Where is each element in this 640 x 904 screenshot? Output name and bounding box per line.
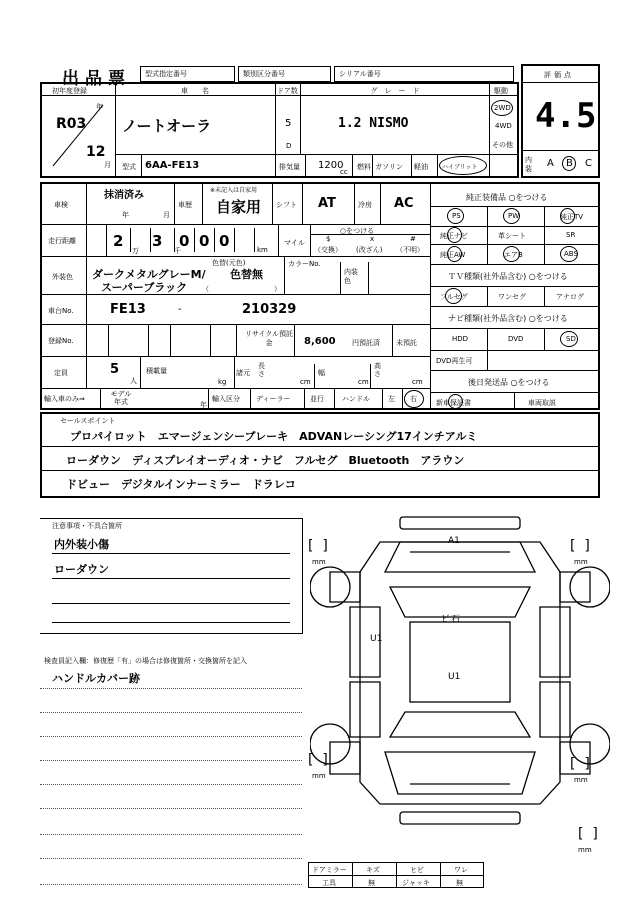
aw-circle (447, 246, 462, 262)
score-value: 4.5 (535, 96, 597, 136)
ps-circle (447, 208, 464, 224)
shift-value: AT (318, 196, 336, 211)
chassis-number: 210329 (242, 302, 297, 317)
exterior-color-1: ダークメタルグレーM/ (92, 268, 206, 281)
tv-circle (560, 208, 575, 224)
serial-box: シリアル番号 (334, 66, 514, 82)
pw-circle (503, 208, 520, 224)
type-value: 6AA-FE13 (145, 160, 200, 171)
category-box: 類別区分番号 (238, 66, 331, 82)
manual-circle (448, 394, 463, 409)
navi-circle (447, 227, 462, 243)
chassis-prefix: FE13 (110, 302, 146, 317)
model-code-box: 型式指定番号 (140, 66, 235, 82)
displacement-value: 1200 (318, 160, 344, 171)
diagonal-slash (48, 100, 108, 170)
first-reg-year: R03 (56, 116, 87, 132)
mark-a1: A1 (448, 536, 460, 546)
fullseg-circle (445, 288, 462, 304)
interior-b-circle (562, 156, 576, 171)
first-reg-month: 12 (86, 144, 106, 160)
recycle-value: 8,600 (304, 336, 336, 347)
mark-u1-center: U1 (448, 672, 461, 682)
mark-stone: ﾋﾞ石 (442, 615, 461, 625)
capacity-value: 5 (110, 362, 120, 377)
sd-circle (560, 331, 578, 347)
ac-value: AC (394, 196, 414, 211)
mark-u1-left: U1 (370, 634, 383, 644)
door-count: 5 (285, 118, 292, 129)
first-reg-label: 初年度登録 (52, 87, 87, 95)
abs-circle (560, 246, 578, 262)
note-line-1: 内外装小傷 (54, 538, 109, 551)
exterior-color-2: スーパーブラック (101, 281, 188, 294)
page-title: 出品票 (62, 69, 131, 89)
right-handle-circle (404, 390, 424, 408)
color-change-value: 色替無 (230, 268, 263, 281)
drive-2wd-circle (491, 100, 513, 116)
airbag-circle (503, 246, 520, 262)
inspection-value: 抹消済み (104, 190, 144, 201)
sales-line-3: ドビュー デジタルインナーミラー ドラレコ (66, 478, 296, 491)
inspector-line-1: ハンドルカバー跡 (52, 672, 140, 685)
car-name: ノートオーラ (122, 117, 212, 135)
hybrid-circle (439, 156, 487, 175)
note-line-2: ローダウン (54, 563, 109, 576)
sales-line-2: ローダウン ディスプレイオーディオ・ナビ フルセグ Bluetooth アラウン (66, 454, 465, 467)
grade: 1.2 NISMO (338, 116, 409, 131)
history-value: 自家用 (216, 198, 262, 216)
sales-line-1: プロパイロット エマージェンシーブレーキ ADVANレーシング17インチアルミ (70, 430, 478, 443)
